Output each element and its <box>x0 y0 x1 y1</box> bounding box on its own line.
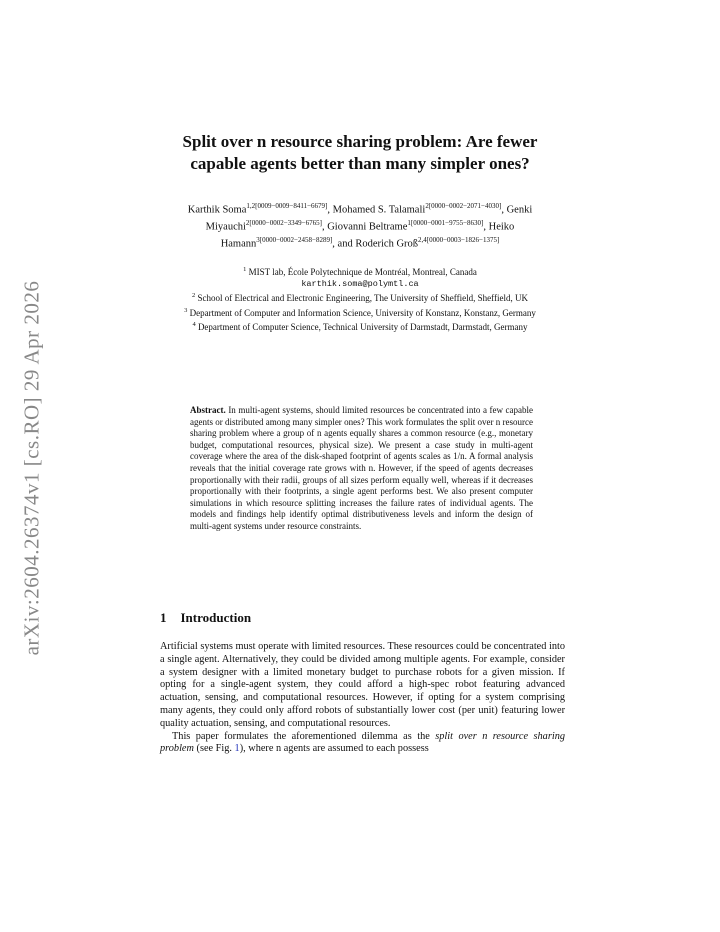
section-heading <box>160 610 251 626</box>
author-list: Karthik Soma$^{1,2[0009-0009-8411-6679]}$, Mohamed S. Talamali$^{2[0000-0002-2071-4030]}$, Genki Miyauchi$^{2[0000-0002-3349-6765]}$, Giovanni Beltrame$^{1[0000-0001-9755-8630]}$, Heiko Hamann$^{3[0000-0002-2458-8289]}$, and Roderich Groß$^{2,4[0000-0003-1826-1375]}$ <box>187 202 533 250</box>
contact-email[interactable]: karthik.soma@polymtl.ca <box>301 278 419 289</box>
paragraph: Artificial systems must operate with limited resources. These resources could be concentrated into a single agent. Alternatively, they could be divided among multiple agents. For example, consider a system designer with a limited monetary budget to purchase robots for a given mission. If opting for a single-agent system, they could afford a high-spec robot featuring advanced actuation, sensing, and computational resources. However, if opting for a system comprising many agents, they could only afford robots of substantially lower cost (per unit) featuring lower quality actuation, sensing, and computational resources. <box>160 641 565 729</box>
emphasis: split over n resource sharing problem <box>160 730 565 755</box>
author-orcid: 2[0000−0002−3349−6765] <box>245 219 322 227</box>
author-orcid: 1[0000−0001−9755−8630] <box>407 219 484 227</box>
paper-title <box>140 131 580 175</box>
affiliation-2: $^2$ School of Electrical and Electronic Engineering, The University of Sheffield, Sheffield, UK <box>192 292 528 303</box>
abstract-text: In multi-agent systems, should limited resources be concentrated into a few capable agents or distributed among many simpler ones? This work formulates the split over n resource sharing problem where a group of n agents equally shares a common resource (e.g., monetary budget, computational resources, physical size). We present a case study in multi-agent coverage where the area of the disk-shaped footprint of agents scales as 1/n. A formal analysis reveals that the initial coverage rate grows with n. However, if the speed of agents decreases proportionally with their radii, groups of all sizes perform equally well, whereas if it decreases proportionally with their footprints, a single agent performs best. We also present computer simulations in which resource splitting increases the failure rates of individual agents. The models and findings help identify optimal distributiveness levels and inform the design of multi-agent systems under resource constraints. <box>190 405 534 531</box>
title-line-1: Split over n resource sharing problem: Are fewer <box>182 132 538 151</box>
author-name: Karthik Soma <box>187 204 247 216</box>
arxiv-identifier: arXiv:2604.26374v1 [cs.RO] 29 Apr 2026 <box>19 280 44 656</box>
affiliations <box>150 264 570 334</box>
author-name: Mohamed S. Talamali <box>332 204 426 216</box>
author-name: Genki Miyauchi <box>205 204 533 233</box>
author-orcid: 2,4[0000−0003−1826−1375] <box>418 236 500 244</box>
author-orcid: 2[0000−0002−2071−4030] <box>425 202 502 210</box>
author-name: Heiko Hamann <box>220 221 515 250</box>
abstract-label: Abstract. <box>190 405 226 415</box>
arxiv-side-stamp <box>12 258 52 678</box>
section-number: 1 <box>160 610 167 625</box>
author-orcid: 3[0000−0002−2458−8289] <box>256 236 333 244</box>
affiliation-3: $^3$ Department of Computer and Information Science, University of Konstanz, Konstanz, Germany <box>184 306 536 318</box>
author-name: Roderich Groß <box>355 238 419 250</box>
figure-reference-link[interactable]: 1 <box>234 743 240 755</box>
title-line-2: capable agents better than many simpler ones? <box>190 154 530 173</box>
introduction-body <box>160 641 565 756</box>
paragraph: This paper formulates the aforementioned dilemma as the split over n resource sharing problem (see Fig. 1), where n agents are assumed to each possess <box>160 730 565 755</box>
affiliation-1: $^1$ MIST lab, École Polytechnique de Montréal, Montreal, Canada <box>243 266 477 277</box>
section-title: Introduction <box>180 610 252 625</box>
affiliation-4: $^4$ Department of Computer Science, Technical University of Darmstadt, Darmstadt, Germany <box>192 321 528 332</box>
author-name: Giovanni Beltrame <box>327 221 408 233</box>
abstract <box>190 405 533 533</box>
author-orcid: 1,2[0009−0009−8411−6679] <box>246 202 328 210</box>
